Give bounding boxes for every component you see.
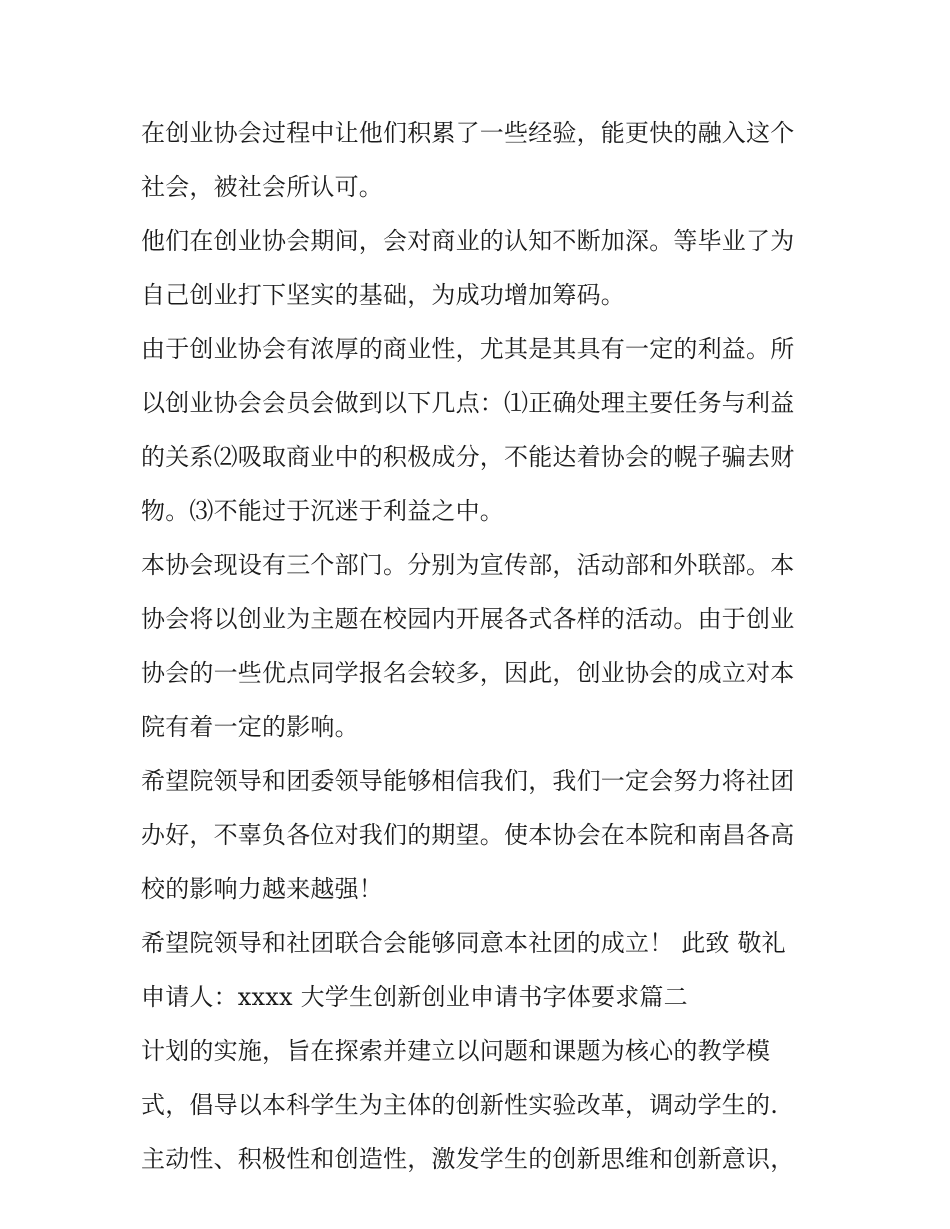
text-line-15: 校的影响力越来越强！ (141, 875, 383, 903)
text-line-18: 计划的实施，旨在探索并建立以问题和课题为核心的教学模 (141, 1037, 771, 1065)
text-line-13: 希望院领导和团委领导能够相信我们，我们一定会努力将社团 (141, 767, 795, 795)
text-line-3: 他们在创业协会期间，会对商业的认知不断加深。等毕业了为 (141, 227, 795, 255)
text-line-7: 的关系⑵吸取商业中的积极成分，不能达着协会的幌子骗去财 (141, 443, 795, 471)
text-line-11: 协会的一些优点同学报名会较多，因此，创业协会的成立对本 (141, 659, 795, 687)
text-line-14: 办好，不辜负各位对我们的期望。使本协会在本院和南昌各高 (141, 821, 795, 849)
body-text (141, 106, 821, 1186)
text-line-17: 申请人：xxxx 大学生创新创业申请书字体要求篇二 (141, 983, 688, 1011)
text-line-16: 希望院领导和社团联合会能够同意本社团的成立！ 此致 敬礼 (141, 929, 786, 957)
text-line-5: 由于创业协会有浓厚的商业性，尤其是其具有一定的利益。所 (141, 335, 795, 363)
text-line-19: 式，倡导以本科学生为主体的创新性实验改革，调动学生的. (141, 1091, 779, 1119)
text-line-6: 以创业协会会员会做到以下几点：⑴正确处理主要任务与利益 (141, 389, 795, 417)
text-line-10: 协会将以创业为主题在校园内开展各式各样的活动。由于创业 (141, 605, 795, 633)
text-line-1: 在创业协会过程中让他们积累了一些经验，能更快的融入这个 (141, 119, 795, 147)
text-line-20: 主动性、积极性和创造性，激发学生的创新思维和创新意识， (141, 1145, 795, 1173)
text-line-9: 本协会现设有三个部门。分别为宣传部，活动部和外联部。本 (141, 551, 795, 579)
text-line-12: 院有着一定的影响。 (141, 713, 359, 741)
text-line-2: 社会，被社会所认可。 (141, 173, 383, 201)
text-line-8: 物。⑶不能过于沉迷于利益之中。 (141, 497, 504, 525)
text-line-4: 自己创业打下坚实的基础，为成功增加筹码。 (141, 281, 625, 309)
